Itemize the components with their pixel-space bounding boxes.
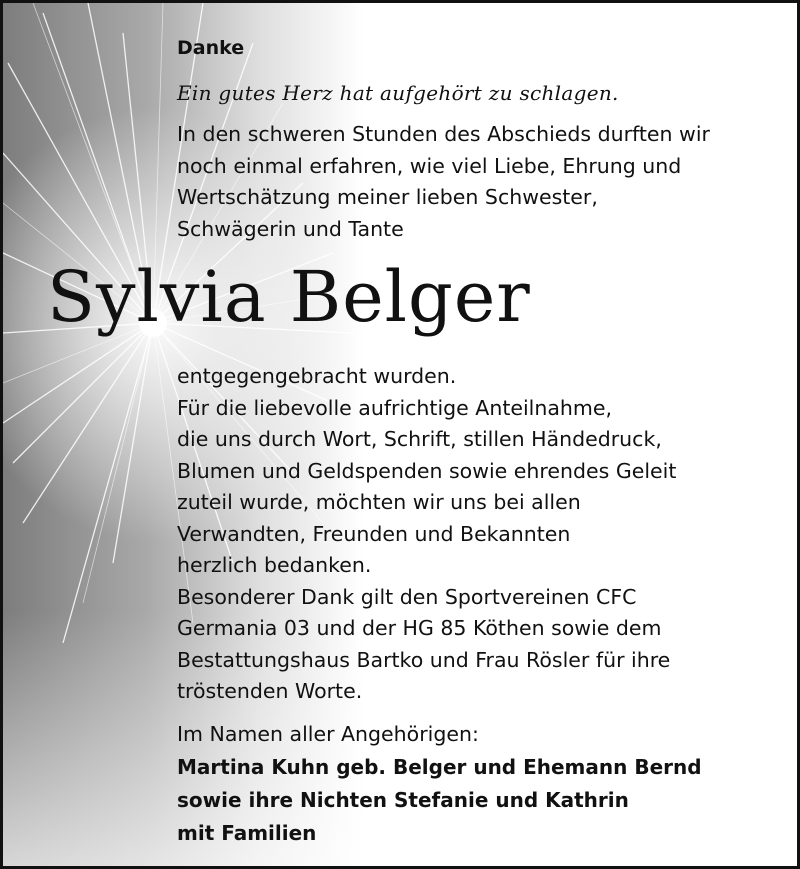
- text-line: Schwägerin und Tante: [177, 216, 404, 241]
- deceased-name: Sylvia Belger: [47, 256, 531, 338]
- heading-thanks: Danke: [177, 37, 245, 59]
- text-line: Besonderer Dank gilt den Sportvereinen CFC: [177, 584, 637, 609]
- closing-line: Im Namen aller Angehörigen:: [177, 722, 479, 746]
- text-line: Germania 03 und der HG 85 Köthen sowie dem: [177, 616, 662, 640]
- signer-line: mit Familien: [177, 821, 317, 845]
- signers: [177, 751, 702, 850]
- signer-line: sowie ihre Nichten Stefanie und Kathrin: [177, 788, 629, 812]
- text-line: Bestattungshaus Bartko und Frau Rösler für ihre: [177, 647, 671, 672]
- text-line: zuteil wurde, möchten wir uns bei allen: [177, 490, 581, 514]
- intro-paragraph: [177, 119, 710, 245]
- text-line: Blumen und Geldspenden sowie ehrendes Geleit: [177, 458, 677, 483]
- text-line: Wertschätzung meiner lieben Schwester,: [177, 185, 598, 209]
- text-line: noch einmal erfahren, wie viel Liebe, Ehrung und: [177, 153, 682, 178]
- text-line: herzlich bedanken.: [177, 553, 372, 577]
- text-line: die uns durch Wort, Schrift, stillen Händedruck,: [177, 427, 662, 451]
- signer-line: Martina Kuhn geb. Belger und Ehemann Bernd: [177, 755, 702, 779]
- text-line: In den schweren Stunden des Abschieds durften wir: [177, 122, 710, 146]
- text-line: entgegengebracht wurden.: [177, 364, 457, 388]
- text-line: tröstenden Worte.: [177, 679, 363, 703]
- text-line: Für die liebevolle aufrichtige Anteilnahme,: [177, 395, 613, 420]
- body-paragraph: [177, 361, 676, 708]
- quote: Ein gutes Herz hat aufgehört zu schlagen.: [177, 81, 619, 105]
- text-line: Verwandten, Freunden und Bekannten: [177, 521, 571, 546]
